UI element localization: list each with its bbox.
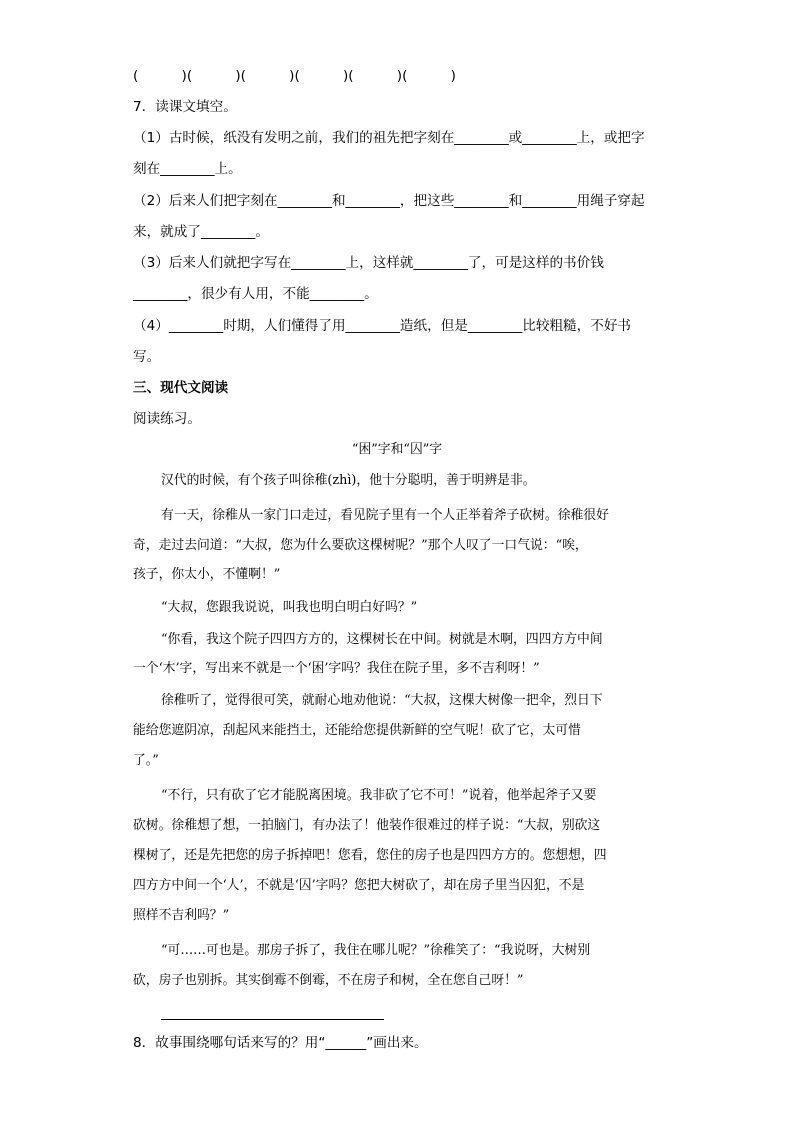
section-3-heading: 三、现代文阅读 bbox=[133, 380, 229, 396]
story-paragraph-6-line-3: 棵树了，还是先把您的房子拆掉吧！您看，您住的房子也是四四方方的。您想想，四 bbox=[133, 848, 607, 863]
question-7-item-2-line-1: （2）后来人们把字刻在________和________，把这些________和________用绳子穿起 bbox=[133, 193, 645, 209]
story-paragraph-2-line-3: 孩子，你太小，不懂啊！” bbox=[133, 567, 281, 582]
question-7-item-4-line-2: 写。 bbox=[133, 349, 161, 365]
question-7-item-2-line-2: 来，就成了________。 bbox=[133, 224, 269, 240]
story-paragraph-6-line-4: 四方方中间一个‘人’，不就是‘囚’字吗？您把大树砍了，却在房子里当囚犯，不是 bbox=[133, 878, 585, 893]
story-paragraph-1: 汉代的时候，有个孩子叫徐稚(zhì)，他十分聪明，善于明辨是非。 bbox=[161, 473, 536, 488]
question-8: 8．故事围绕哪句话来写的？用“______”画出来。 bbox=[133, 1035, 428, 1051]
reading-practice-label: 阅读练习。 bbox=[133, 411, 201, 427]
story-paragraph-5-line-3: 了。” bbox=[133, 753, 159, 768]
parentheses-blanks-row: ( )( )( )( )( )( ) bbox=[133, 68, 456, 84]
question-7-heading: 7．读课文填空。 bbox=[133, 99, 237, 115]
story-title: “困”字和“囚”字 bbox=[351, 442, 443, 457]
story-paragraph-2-line-2: 奇，走过去问道：“大叔，您为什么要砍这棵树呢？”那个人叹了一口气说：“唉， bbox=[133, 538, 588, 553]
story-paragraph-4-line-1: “你看，我这个院子四四方方的，这棵树长在中间。树就是木啊，四四方方中间 bbox=[161, 632, 603, 647]
question-7-item-3-line-1: （3）后来人们就把字写在________上，这样就________了，可是这样的书价钱 bbox=[133, 255, 604, 271]
story-paragraph-5-line-1: 徐稚听了，觉得很可笑，就耐心地劝他说：“大叔，这棵大树像一把伞，烈日下 bbox=[161, 693, 603, 708]
question-7-item-1-line-1: （1）古时候，纸没有发明之前，我们的祖先把字刻在________或________上，或把字 bbox=[133, 130, 645, 146]
question-7-item-3-line-2: ________，很少有人用，不能________。 bbox=[133, 286, 378, 302]
story-paragraph-7-line-1: “可……可也是。那房子拆了，我住在哪儿呢？”徐稚笑了：“我说呀，大树别 bbox=[161, 943, 591, 958]
story-paragraph-6-line-2: 砍树。徐稚想了想，一拍脑门，有办法了！他装作很难过的样子说：“大叔，别砍这 bbox=[133, 818, 601, 833]
story-paragraph-6-line-5: 照样不吉利吗？” bbox=[133, 908, 230, 923]
story-paragraph-6-line-1: “不行，只有砍了它才能脱离困境。我非砍了它不可！”说着，他举起斧子又要 bbox=[161, 788, 597, 803]
story-paragraph-2-line-1: 有一天，徐稚从一家门口走过，看见院子里有一个人正举着斧子砍树。徐稚很好 bbox=[161, 508, 609, 523]
question-7-item-1-line-2: 刻在________上。 bbox=[133, 161, 242, 177]
story-paragraph-7-line-2: 砍，房子也别拆。其实倒霉不倒霉，不在房子和树，全在您自己呀！” bbox=[133, 973, 524, 988]
story-paragraph-5-line-2: 能给您遮阴凉，刮起风来能挡土，还能给您提供新鲜的空气呢！砍了它，太可惜 bbox=[133, 723, 581, 738]
story-paragraph-4-line-2: 一个‘木’字，写出来不就是一个‘困’字吗？我住在院子里，多不吉利呀！” bbox=[133, 661, 540, 676]
question-7-item-4-line-1: （4）________时期，人们懂得了用________造纸，但是________比较粗糙，不好书 bbox=[133, 318, 632, 334]
story-paragraph-3: “大叔，您跟我说说，叫我也明白明白好吗？” bbox=[161, 600, 418, 615]
story-end-rule bbox=[161, 1019, 384, 1020]
